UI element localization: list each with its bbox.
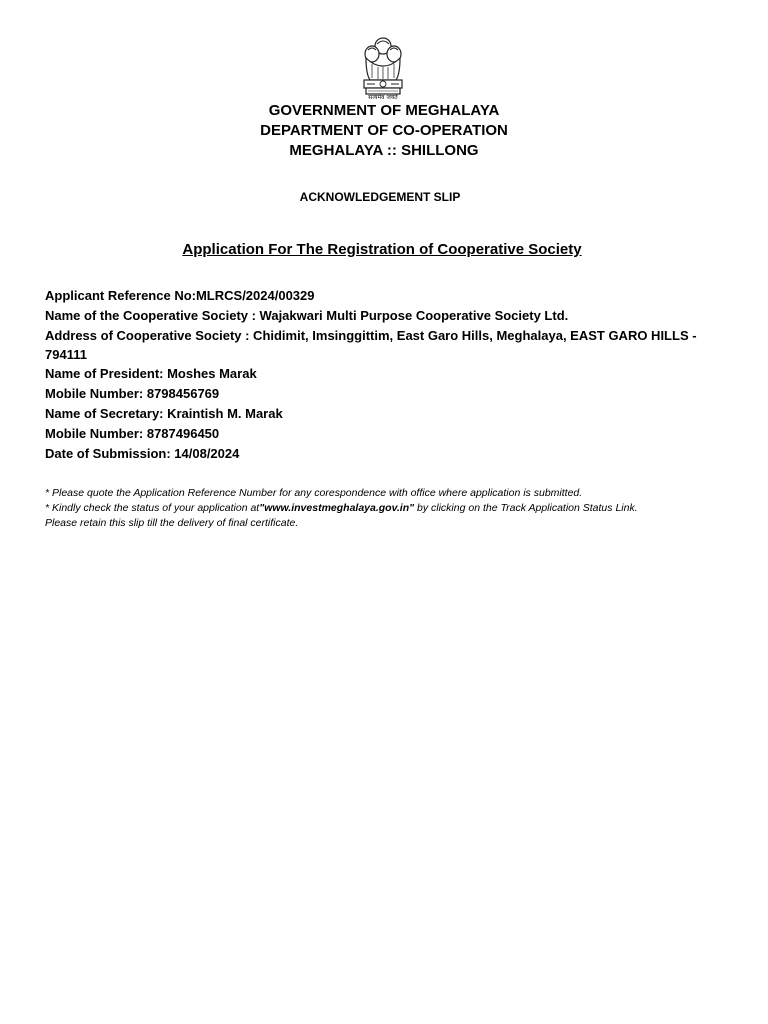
government-title: GOVERNMENT OF MEGHALAYA xyxy=(268,102,500,119)
note-status-prefix: * Kindly check the status of your application at xyxy=(45,502,260,514)
document-header xyxy=(0,101,768,161)
location-title: MEGHALAYA :: SHILLONG xyxy=(289,142,479,159)
national-emblem-icon xyxy=(358,36,408,108)
president-name: Name of President: Moshes Marak xyxy=(45,366,257,381)
note-retain-slip: Please retain this slip till the delivery of final certificate. xyxy=(45,517,299,529)
slip-title: ACKNOWLEDGEMENT SLIP xyxy=(299,190,461,204)
secretary-mobile: Mobile Number: 8787496450 xyxy=(45,426,220,441)
department-title: DEPARTMENT OF CO-OPERATION xyxy=(260,122,508,139)
submission-date: Date of Submission: 14/08/2024 xyxy=(45,446,240,461)
emblem-motto: सत्यमेव जयते xyxy=(368,94,398,101)
note-status-suffix: by clicking on the Track Application Status Link. xyxy=(414,502,638,514)
notes xyxy=(45,486,735,531)
note-status-check xyxy=(45,501,735,516)
society-name: Name of the Cooperative Society : Wajakwari Multi Purpose Cooperative Society Ltd. xyxy=(45,308,569,323)
application-title: Application For The Registration of Cooperative Society xyxy=(182,241,582,258)
secretary-name: Name of Secretary: Kraintish M. Marak xyxy=(45,406,283,421)
reference-number: Applicant Reference No:MLRCS/2024/00329 xyxy=(45,288,315,303)
portal-link: "www.investmeghalaya.gov.in" xyxy=(259,502,415,514)
society-address: Address of Cooperative Society : Chidimit, Imsinggittim, East Garo Hills, Meghalaya, EAST GARO HILLS - 794111 xyxy=(45,328,697,362)
note-reference: * Please quote the Application Reference Number for any corespondence with office where application is submitted. xyxy=(45,487,583,499)
application-details xyxy=(45,286,725,464)
president-mobile: Mobile Number: 8798456769 xyxy=(45,386,220,401)
